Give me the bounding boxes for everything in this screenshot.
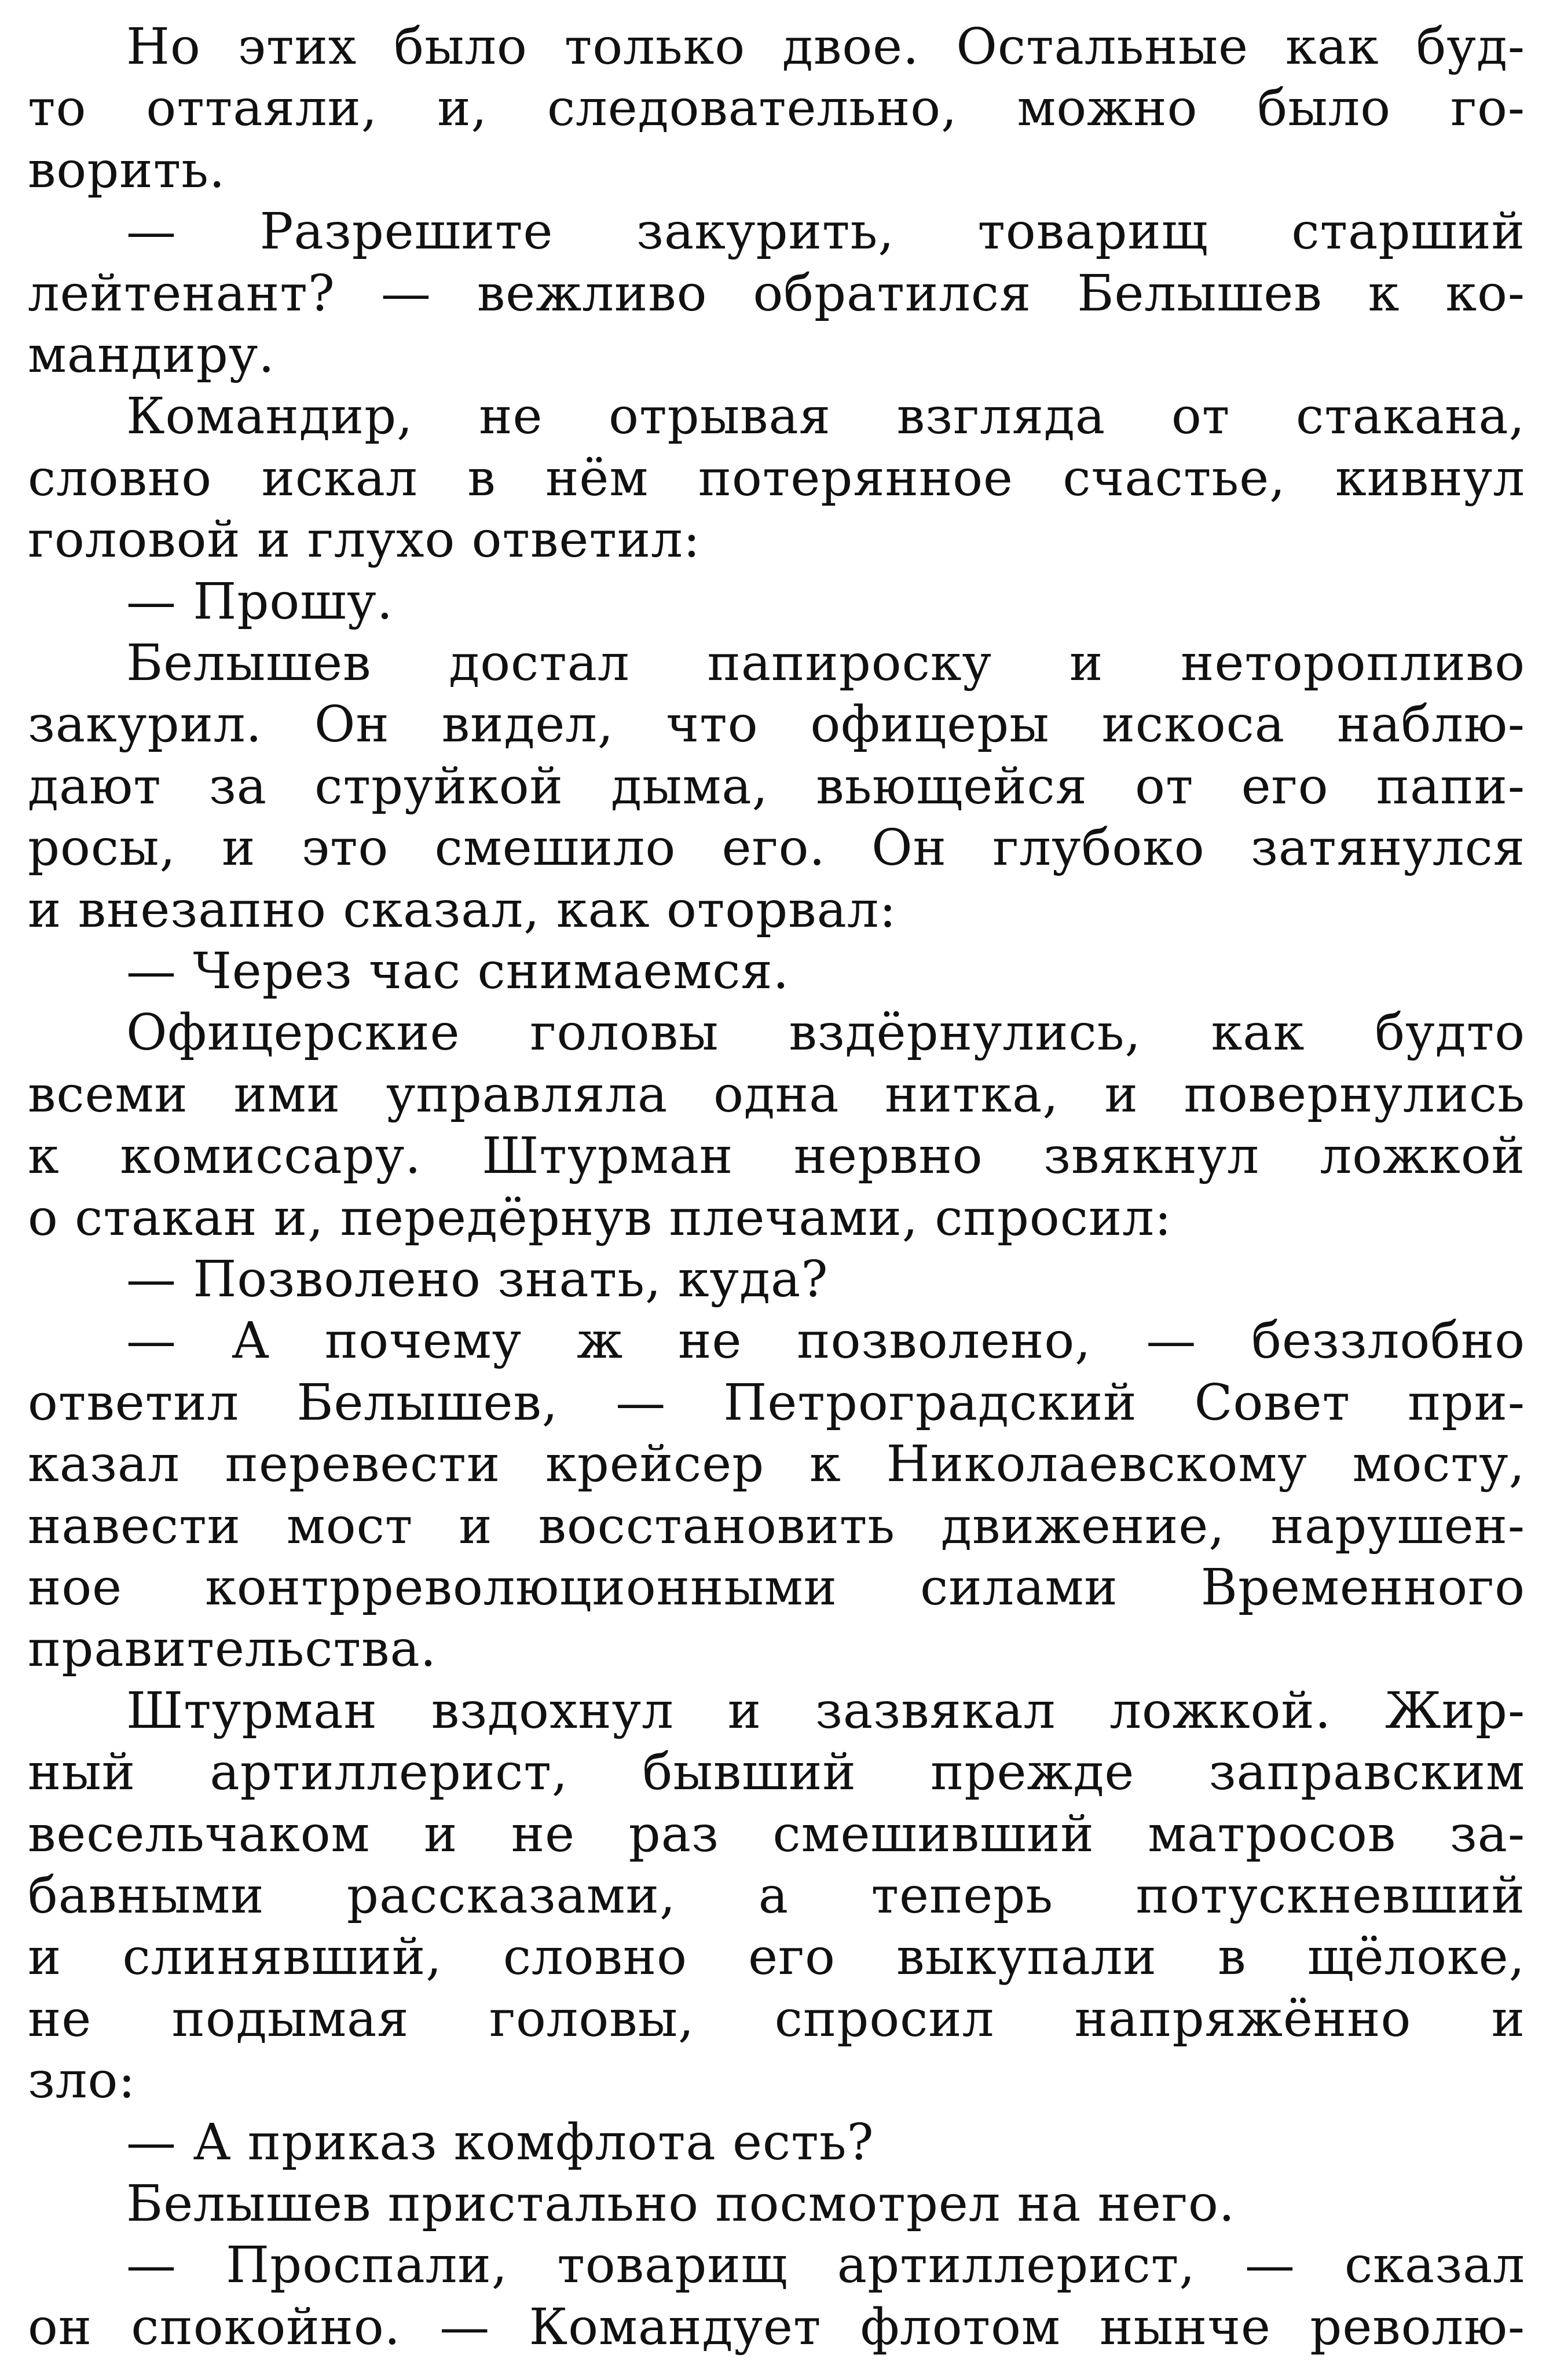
text-line: — Прошу.	[126, 573, 394, 631]
text-line: навести мост и восстановить движение, нарушен-	[28, 1497, 1525, 1555]
text-line: мандиру.	[28, 326, 275, 384]
text-line: — А почему ж не позволено, — беззлобно	[126, 1312, 1525, 1370]
text-page	[28, 16, 1525, 2368]
text-line: Офицерские головы вздёрнулись, как будто	[126, 1004, 1525, 1062]
text-line: — А приказ комфлота есть?	[126, 2114, 874, 2171]
text-line: правительства.	[28, 1620, 437, 1678]
text-line: к комиссару. Штурман нервно звякнул ложкой	[28, 1127, 1525, 1185]
text-line: бавными рассказами, а теперь потускневший	[28, 1867, 1525, 1925]
text-line: Командир, не отрывая взгляда от стакана,	[126, 387, 1525, 445]
text-line: ворить.	[28, 141, 226, 199]
text-line: весельчаком и не раз смешивший матросов за-	[28, 1805, 1525, 1863]
text-line: зло:	[28, 2052, 136, 2110]
text-line: ный артиллерист, бывший прежде заправским	[28, 1743, 1525, 1801]
text-line: Но этих было только двое. Остальные как буд-	[126, 18, 1525, 76]
text-line: всеми ими управляла одна нитка, и повернулись	[28, 1066, 1525, 1124]
text-line: лейтенант? — вежливо обратился Белышев к ко-	[28, 265, 1525, 323]
text-line: ответил Белышев, — Петроградский Совет при-	[28, 1374, 1525, 1432]
text-line: — Через час снимаемся.	[126, 942, 790, 1000]
text-line: Штурман вздохнул и зазвякал ложкой. Жир-	[126, 1682, 1525, 1740]
text-line: о стакан и, передёрнув плечами, спросил:	[28, 1189, 1172, 1247]
text-line: Белышев пристально посмотрел на него.	[126, 2175, 1236, 2233]
text-line: Белышев достал папироску и неторопливо	[126, 634, 1525, 692]
text-line: ное контрреволюционными силами Временного	[28, 1559, 1525, 1617]
text-line: казал перевести крейсер к Николаевскому мосту,	[28, 1435, 1525, 1493]
text-line: закурил. Он видел, что офицеры искоса наблю-	[28, 696, 1525, 754]
text-line: росы, и это смешило его. Он глубоко затянулся	[28, 819, 1525, 877]
text-line: дают за струйкой дыма, вьющейся от его папи-	[28, 758, 1525, 816]
text-line: и внезапно сказал, как оторвал:	[28, 881, 897, 939]
text-line: не подымая головы, спросил напряжённо и	[28, 1990, 1525, 2048]
text-line: — Позволено знать, куда?	[126, 1251, 829, 1308]
text-line: он спокойно. — Командует флотом нынче револю-	[28, 2298, 1525, 2356]
text-line: головой и глухо ответил:	[28, 511, 701, 569]
text-line: словно искал в нём потерянное счастье, кивнул	[28, 449, 1525, 507]
text-line: — Разрешите закурить, товарищ старший	[126, 203, 1525, 261]
text-line: то оттаяли, и, следовательно, можно было го-	[28, 79, 1525, 137]
text-line: — Проспали, товарищ артиллерист, — сказал	[126, 2236, 1525, 2294]
text-line: и слинявший, словно его выкупали в щёлоке,	[28, 1928, 1525, 1986]
